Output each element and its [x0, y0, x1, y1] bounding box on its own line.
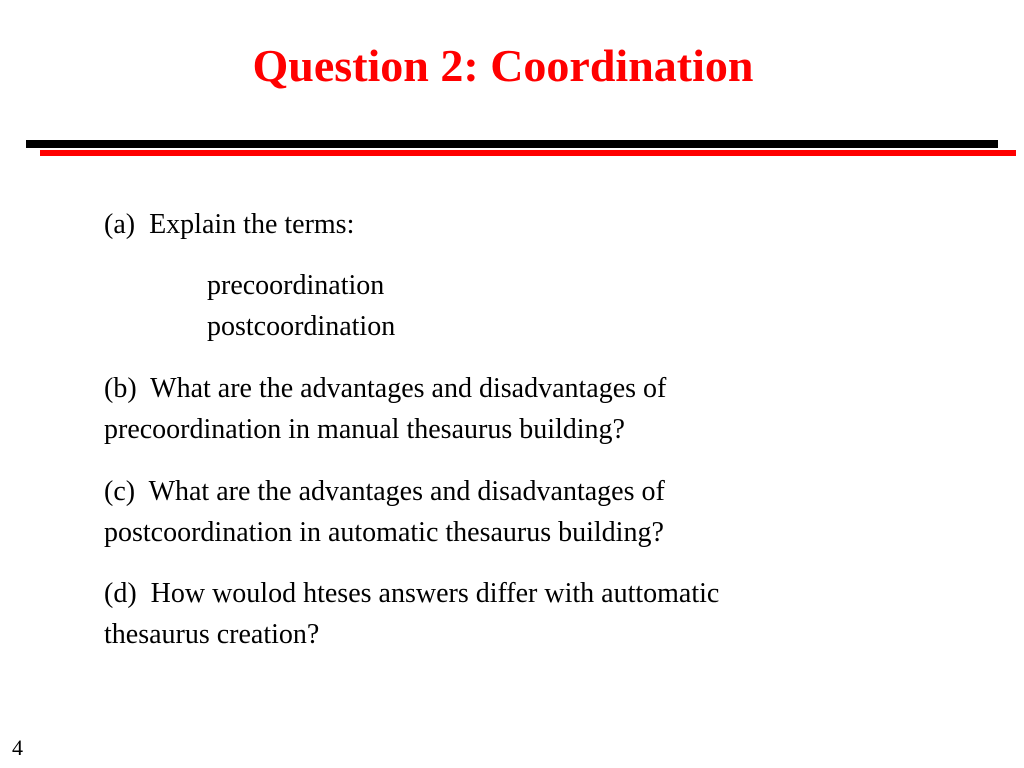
term-precoordination: precoordination: [207, 270, 385, 301]
item-b-line1: (b) What are the advantages and disadvantages of: [104, 373, 667, 404]
item-b-line2: precoordination in manual thesaurus building?: [104, 414, 625, 445]
title-divider-red: [40, 150, 1016, 156]
term-postcoordination: postcoordination: [207, 311, 396, 342]
item-d-line2: thesaurus creation?: [104, 619, 320, 650]
slide-title: Question 2: Coordination: [252, 40, 754, 91]
item-a-text: (a) Explain the terms:: [104, 209, 355, 240]
item-c-line2: postcoordination in automatic thesaurus building?: [104, 517, 664, 548]
slide-number: 4: [12, 735, 23, 760]
item-c-line1: (c) What are the advantages and disadvantages of: [104, 476, 665, 507]
title-divider-black: [26, 140, 998, 148]
item-d-line1: (d) How woulod hteses answers differ with auttomatic: [104, 578, 720, 609]
